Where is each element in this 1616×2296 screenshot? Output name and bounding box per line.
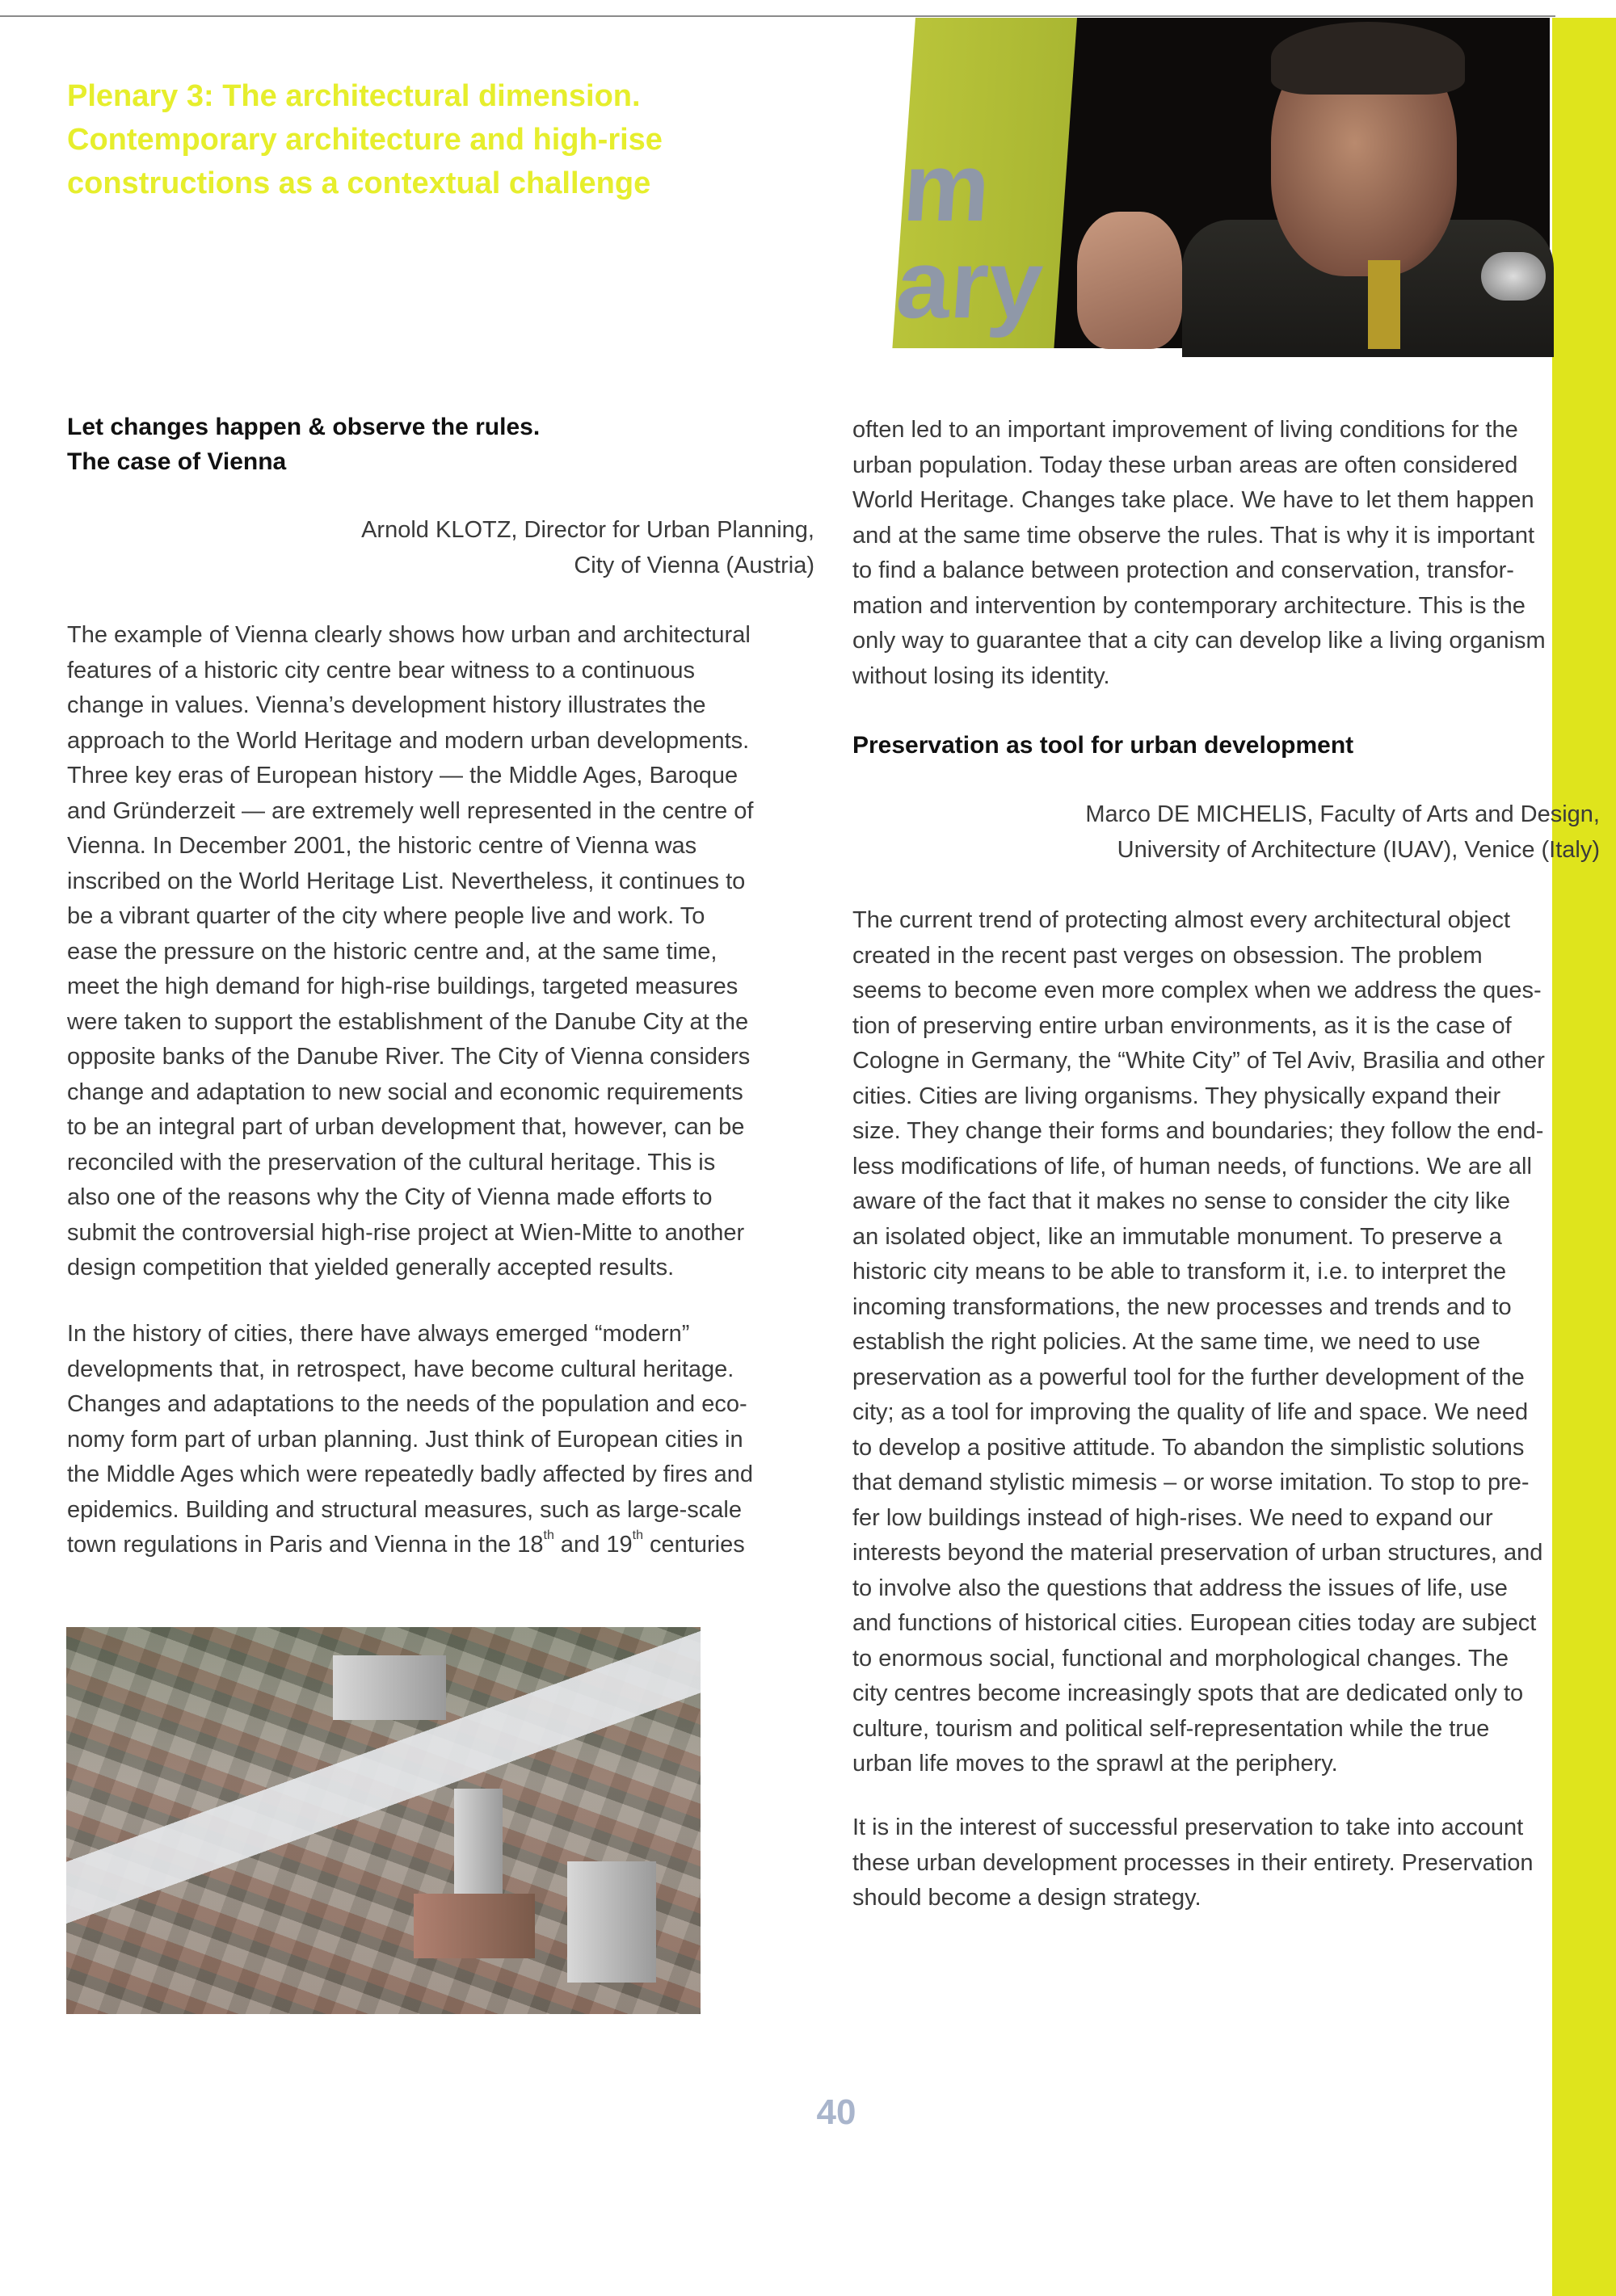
paragraph-line: created in the recent past verges on obsession. The problem <box>852 942 1483 969</box>
paragraph-line: Vienna. In December 2001, the historic centre of Vienna was <box>67 833 697 859</box>
paragraph <box>852 903 1545 1782</box>
paragraph-line: urban life moves to the sprawl at the periphery. <box>852 1751 1338 1777</box>
paragraph-line: seems to become even more complex when we address the ques- <box>852 978 1542 1003</box>
paragraph-line: nomy form part of urban planning. Just think of European cities in <box>67 1426 743 1453</box>
paragraph-line: preservation as a powerful tool for the further development of the <box>852 1364 1525 1390</box>
page-title <box>67 74 663 205</box>
paragraph-line: less modifications of life, of human needs, of functions. We are all <box>852 1153 1532 1180</box>
paragraph-line: interests beyond the material preservation of urban structures, and <box>852 1540 1543 1566</box>
paragraph-line: inscribed on the World Heritage List. Nevertheless, it continues to <box>67 868 746 894</box>
paragraph-line: epidemics. Building and structural measures, such as large-scale <box>67 1496 742 1523</box>
paragraph-line: an isolated object, like an immutable monument. To preserve a <box>852 1223 1502 1250</box>
speaker-hair <box>1271 22 1465 95</box>
yellow-edge-strip <box>1552 18 1616 2296</box>
paragraph-line: The current trend of protecting almost every architectural object <box>852 907 1510 933</box>
paragraph-line: were taken to support the establishment of the Danube City at the <box>67 1008 749 1035</box>
microphone <box>1481 252 1546 301</box>
paragraph-line: incoming transformations, the new processes and trends and to <box>852 1293 1512 1320</box>
paragraph <box>852 413 1546 694</box>
paragraph <box>67 618 753 1286</box>
line-text: and 19 <box>553 1532 633 1558</box>
title-line: Contemporary architecture and high-rise <box>67 123 663 157</box>
paragraph-line: city; as a tool for improving the quality of life and space. We need <box>852 1399 1529 1425</box>
superscript: th <box>632 1529 643 1542</box>
author-line: Arnold KLOTZ, Director for Urban Planning, <box>361 517 814 543</box>
paragraph-line: also one of the reasons why the City of Vienna made efforts to <box>67 1184 713 1210</box>
paragraph-line: features of a historic city centre bear witness to a continuous <box>67 657 695 683</box>
paragraph-line: city centres become increasingly spots that are dedicated only to <box>852 1680 1524 1706</box>
paragraph-line: and at the same time observe the rules. That is why it is important <box>852 522 1535 549</box>
paragraph-line: size. They change their forms and boundaries; they follow the end- <box>852 1118 1544 1144</box>
paragraph-line: developments that, in retrospect, have become cultural heritage. <box>67 1356 734 1382</box>
paragraph-line: mation and intervention by contemporary architecture. This is the <box>852 592 1526 619</box>
paragraph-line: design competition that yielded generally accepted results. <box>67 1255 675 1280</box>
paragraph-line: to involve also the questions that address the issues of life, use <box>852 1575 1508 1601</box>
heading-line: The case of Vienna <box>67 448 287 475</box>
speaker-photo <box>893 18 1550 348</box>
paragraph-line: without losing its identity. <box>852 662 1110 689</box>
paragraph-line: urban population. Today these urban areas are often considered <box>852 452 1518 478</box>
author-byline-de-michelis <box>889 797 1600 868</box>
paragraph-line: In the history of cities, there have always emerged “modern” <box>67 1321 690 1347</box>
top-rule <box>0 15 1555 17</box>
building <box>567 1861 656 1983</box>
paragraph-line: culture, tourism and political self-representation while the true <box>852 1715 1490 1742</box>
paragraph-line: often led to an important improvement of living conditions for the <box>852 417 1518 443</box>
line-text: town regulations in Paris and Vienna in the 18 <box>67 1532 544 1558</box>
aerial-city-photo <box>66 1627 701 2014</box>
article-heading-vienna <box>67 410 540 479</box>
author-line: University of Architecture (IUAV), Venice (Italy) <box>1117 837 1600 863</box>
paragraph-line: change and adaptation to new social and economic requirements <box>67 1079 743 1105</box>
paragraph-line <box>67 1528 753 1563</box>
paragraph-line: these urban development processes in their entirety. Preservation <box>852 1849 1534 1876</box>
author-line: Marco DE MICHELIS, Faculty of Arts and Design, <box>1085 801 1600 827</box>
paragraph-line: The example of Vienna clearly shows how urban and architectural <box>67 622 751 648</box>
paragraph-line: tion of preserving entire urban environments, as it is the case of <box>852 1012 1512 1039</box>
paragraph-line: fer low buildings instead of high-rises. We need to expand our <box>852 1504 1493 1531</box>
paragraph-line: Changes and adaptations to the needs of the population and eco- <box>67 1391 747 1417</box>
paragraph-line: to be an integral part of urban development that, however, can be <box>67 1114 745 1140</box>
banner-text: m <box>899 133 994 242</box>
paragraph-line: submit the controversial high-rise project at Wien-Mitte to another <box>67 1219 745 1246</box>
conference-banner <box>892 18 1077 348</box>
paragraph-line: and Gründerzeit — are extremely well represented in the centre of <box>67 797 754 824</box>
paragraph-line: and functions of historical cities. European cities today are subject <box>852 1610 1537 1636</box>
title-line: Plenary 3: The architectural dimension. <box>67 79 641 113</box>
speaker-tie <box>1368 260 1400 349</box>
line-text: centuries <box>642 1532 745 1558</box>
superscript: th <box>543 1529 554 1542</box>
paragraph-line: to develop a positive attitude. To abandon the simplistic solutions <box>852 1434 1525 1461</box>
paragraph-line: ease the pressure on the historic centre and, at the same time, <box>67 938 718 965</box>
paragraph-line: World Heritage. Changes take place. We have to let them happen <box>852 487 1534 513</box>
title-line: constructions as a contextual challenge <box>67 166 651 200</box>
heading-line: Let changes happen & observe the rules. <box>67 414 541 440</box>
paragraph-line: should become a design strategy. <box>852 1885 1201 1911</box>
paragraph-line: aware of the fact that it makes no sense to consider the city like <box>852 1188 1511 1214</box>
paragraph-line: to enormous social, functional and morphological changes. The <box>852 1645 1509 1672</box>
paragraph-line: approach to the World Heritage and modern urban developments. <box>67 727 750 754</box>
paragraph-line: establish the right policies. At the same time, we need to use <box>852 1329 1480 1355</box>
paragraph-body <box>67 1317 753 1528</box>
paragraph-line: change in values. Vienna’s development history illustrates the <box>67 692 706 718</box>
paragraph-line: be a vibrant quarter of the city where people live and work. To <box>67 903 705 929</box>
speaker-hand <box>1077 212 1182 349</box>
building <box>333 1655 446 1720</box>
building <box>414 1894 535 1958</box>
paragraph-line: historic city means to be able to transform it, i.e. to interpret the <box>852 1259 1507 1285</box>
paragraph-line: Cologne in Germany, the “White City” of Tel Aviv, Brasilia and other <box>852 1048 1545 1074</box>
paragraph-line: Three key eras of European history — the Middle Ages, Baroque <box>67 763 739 788</box>
banner-text: ary <box>893 230 1046 339</box>
paragraph-line: that demand stylistic mimesis – or worse imitation. To stop to pre- <box>852 1470 1530 1495</box>
paragraph-line: to find a balance between protection and conservation, transfor- <box>852 557 1514 583</box>
paragraph-line: cities. Cities are living organisms. They physically expand their <box>852 1083 1501 1109</box>
paragraph-line: only way to guarantee that a city can develop like a living organism <box>852 628 1546 654</box>
article-heading-preservation: Preservation as tool for urban development <box>852 732 1354 759</box>
paragraph <box>852 1810 1534 1916</box>
paragraph-line: the Middle Ages which were repeatedly badly affected by fires and <box>67 1461 754 1487</box>
paragraph-line: opposite banks of the Danube River. The City of Vienna considers <box>67 1044 751 1070</box>
paragraph-line: meet the high demand for high-rise buildings, targeted measures <box>67 973 739 999</box>
paragraph-line: reconciled with the preservation of the cultural heritage. This is <box>67 1149 716 1175</box>
page-number: 40 <box>816 2092 856 2132</box>
author-byline-klotz <box>242 512 814 583</box>
paragraph <box>67 1317 753 1563</box>
paragraph-line: It is in the interest of successful preservation to take into account <box>852 1815 1524 1840</box>
author-line: City of Vienna (Austria) <box>574 553 814 578</box>
